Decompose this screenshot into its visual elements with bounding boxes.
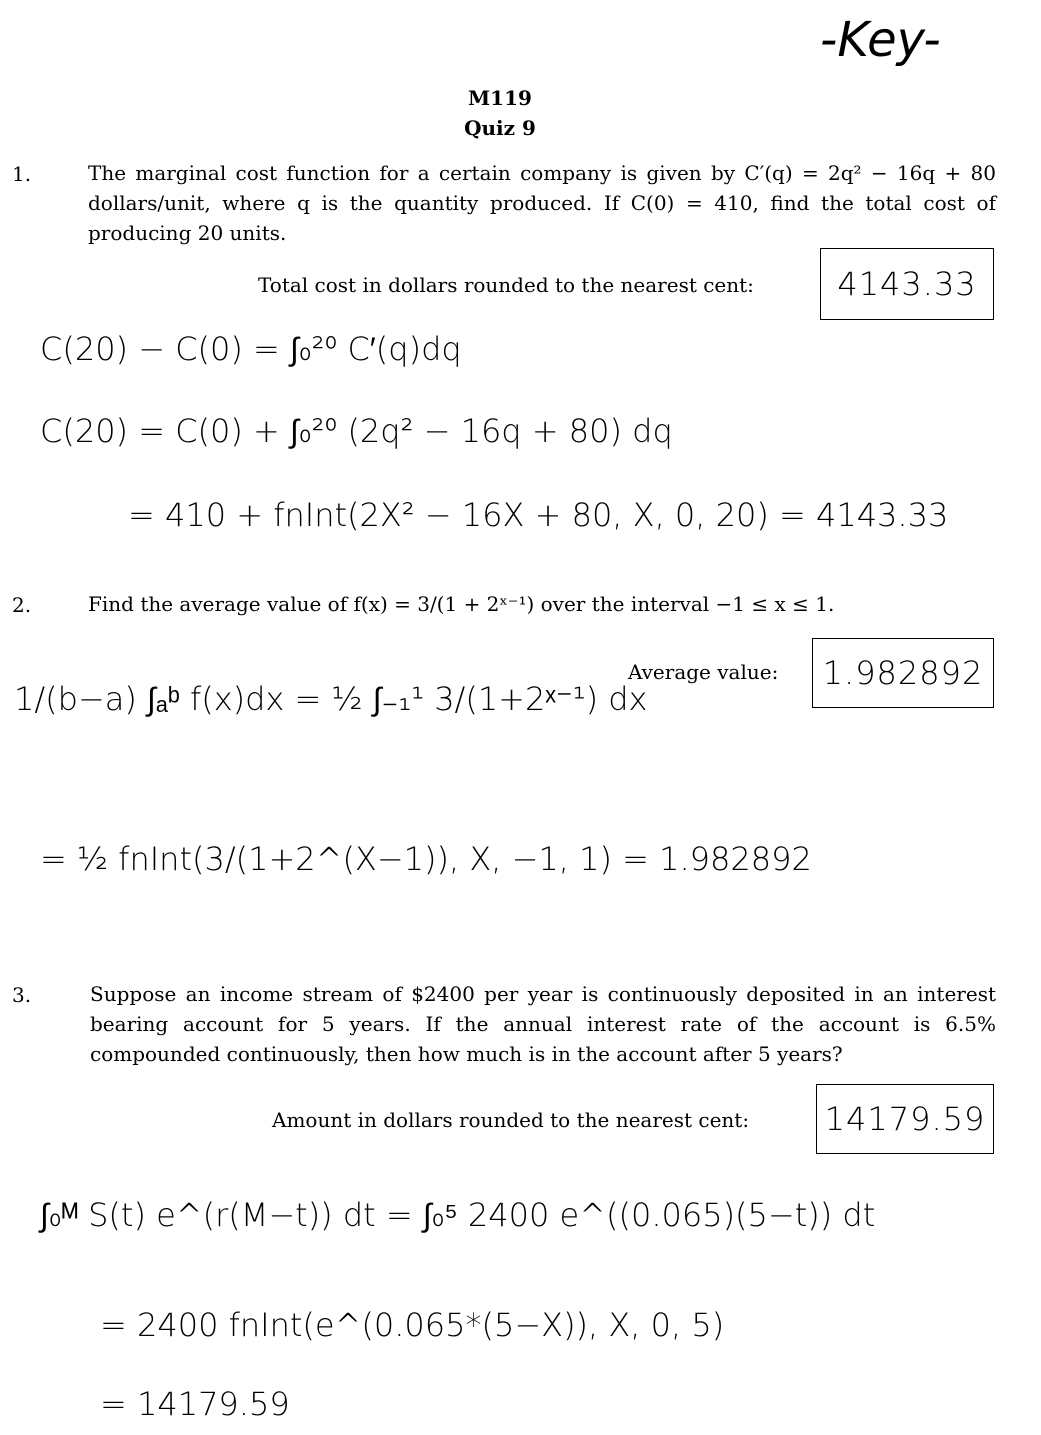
problem-1-answer-box [820, 248, 994, 320]
course-title: M119 [468, 86, 532, 110]
problem-3-work-line-1: ∫₀ᴹ S(t) e^(r(M−t)) dt = ∫₀⁵ 2400 e^((0.065)(5−t)) dt [40, 1196, 876, 1234]
problem-1-work-line-1: C(20) − C(0) = ∫₀²⁰ C′(q)dq [40, 330, 462, 368]
problem-2-answer-label: Average value: [628, 660, 779, 684]
problem-1-number: 1. [12, 162, 32, 186]
problem-1-answer: 4143.33 [837, 265, 977, 303]
problem-1-work-line-3: = 410 + fnInt(2X² − 16X + 80, X, 0, 20) = 4143.33 [128, 496, 949, 534]
problem-3-answer: 14179.59 [824, 1100, 986, 1138]
problem-2-work-line-2: = ½ fnInt(3/(1+2^(X−1)), X, −1, 1) = 1.982892 [40, 840, 812, 878]
problem-3-answer-label: Amount in dollars rounded to the nearest cent: [272, 1108, 750, 1132]
problem-3-number: 3. [12, 983, 32, 1007]
problem-3-work-line-2: = 2400 fnInt(e^(0.065*(5−X)), X, 0, 5) [100, 1306, 725, 1344]
problem-1-text: The marginal cost function for a certain company is given by C′(q) = 2q² − 16q + 80 dollars/unit, where q is the quantity produced. If C(0) = 410, find the total cost of producing 20 units. [88, 161, 996, 245]
problem-3-text: Suppose an income stream of $2400 per year is continuously deposited in an interest bearing account for 5 years. If the annual interest rate of the account is 6.5% compounded continuously, then how much is in the account after 5 years? [90, 982, 996, 1066]
problem-3-answer-box [816, 1084, 994, 1154]
problem-1-answer-label: Total cost in dollars rounded to the nearest cent: [258, 273, 754, 297]
problem-2-answer: 1.982892 [822, 654, 984, 692]
problem-2-work-line-1: 1/(b−a) ∫ₐᵇ f(x)dx = ½ ∫₋₁¹ 3/(1+2ˣ⁻¹) dx [14, 680, 648, 718]
quiz-title: Quiz 9 [464, 116, 536, 140]
problem-2-answer-box [812, 638, 994, 708]
problem-1-work-line-2: C(20) = C(0) + ∫₀²⁰ (2q² − 16q + 80) dq [40, 412, 673, 450]
problem-2-text: Find the average value of f(x) = 3/(1 + 2ˣ⁻¹) over the interval −1 ≤ x ≤ 1. [88, 592, 835, 616]
problem-3-work-line-3: = 14179.59 [100, 1385, 290, 1423]
problem-2-number: 2. [12, 593, 32, 617]
key-mark: -Key- [820, 12, 941, 68]
